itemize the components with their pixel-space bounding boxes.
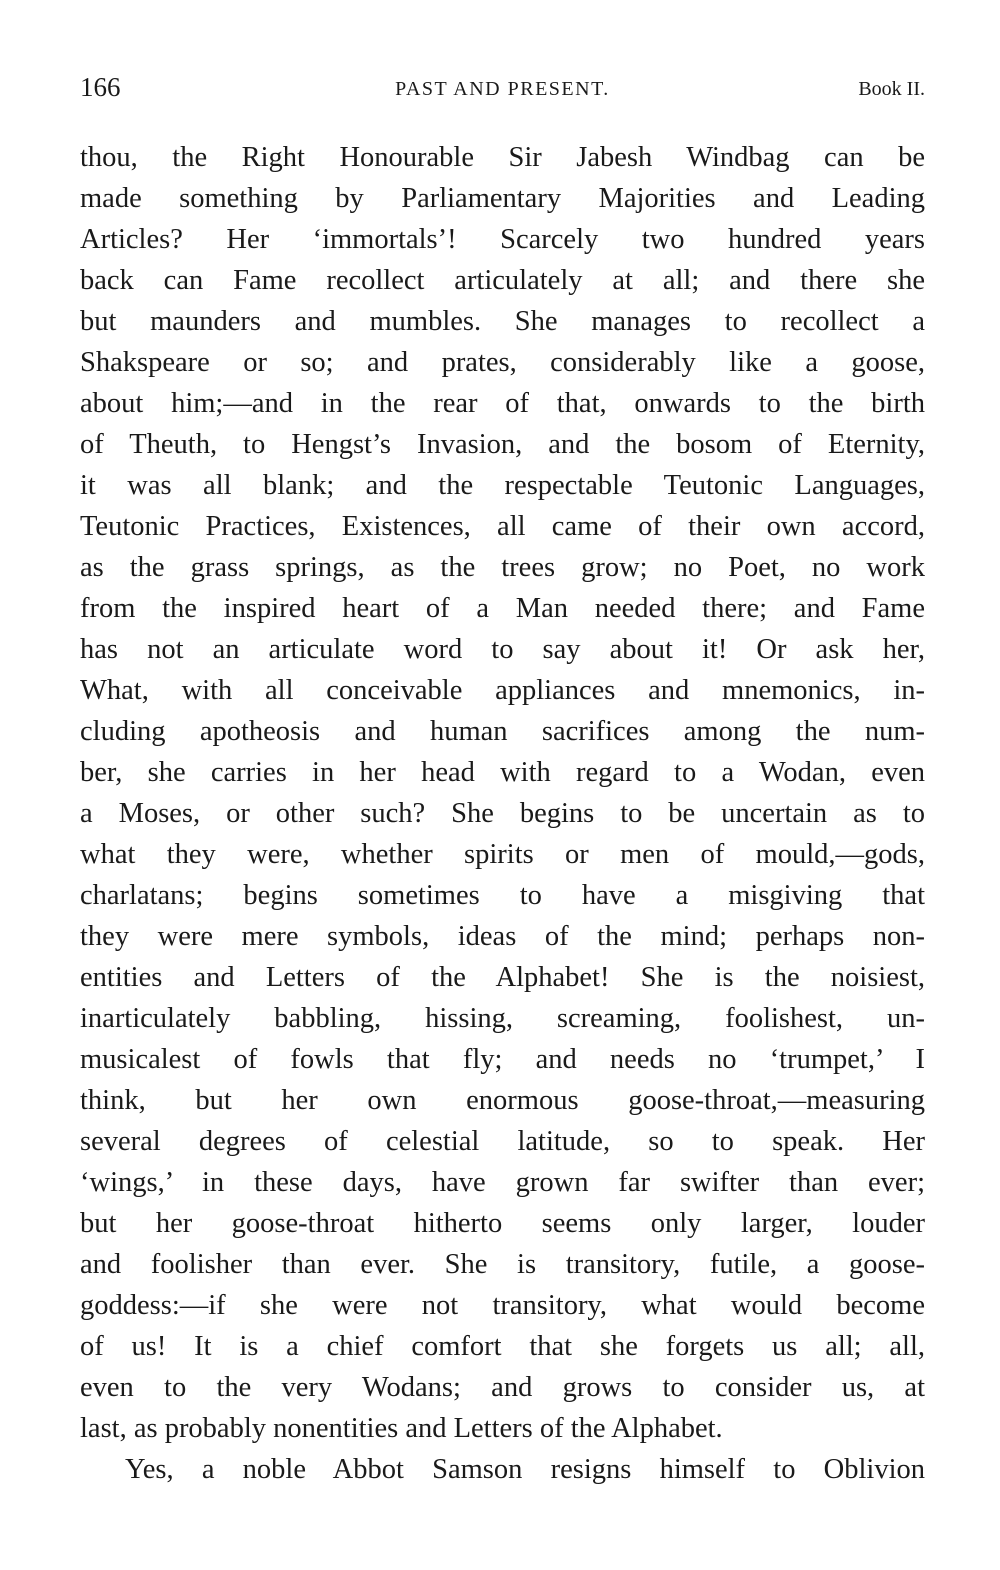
text-line: as the grass springs, as the trees grow; no Poet, no work xyxy=(80,552,925,583)
text-line: back can Fame recollect articulately at all; and there she xyxy=(80,265,925,296)
text-line: a Moses, or other such? She begins to be uncertain as to xyxy=(80,798,925,829)
running-head xyxy=(80,72,925,112)
text-line: cluding apotheosis and human sacrifices among the num- xyxy=(80,716,925,747)
text-line: ber, she carries in her head with regard to a Wodan, even xyxy=(80,757,925,788)
text-line: Teutonic Practices, Existences, all came of their own accord, xyxy=(80,511,925,542)
text-line: What, with all conceivable appliances and mnemonics, in- xyxy=(80,675,925,706)
text-line: several degrees of celestial latitude, so to speak. Her xyxy=(80,1126,925,1157)
page-number: 166 xyxy=(80,72,121,102)
text-line: of us! It is a chief comfort that she forgets us all; all, xyxy=(80,1331,925,1362)
body-text xyxy=(80,137,925,1490)
text-line: last, as probably nonentities and Letters of the Alphabet. xyxy=(80,1413,723,1444)
text-line: thou, the Right Honourable Sir Jabesh Windbag can be xyxy=(80,142,925,173)
text-line: what they were, whether spirits or men of mould,—gods, xyxy=(80,839,925,870)
running-title: PAST AND PRESENT. xyxy=(395,78,610,100)
text-line: think, but her own enormous goose-throat,—measuring xyxy=(80,1085,925,1116)
text-line: even to the very Wodans; and grows to consider us, at xyxy=(80,1372,925,1403)
text-line: about him;—and in the rear of that, onwards to the birth xyxy=(80,388,925,419)
text-line: and foolisher than ever. She is transitory, futile, a goose- xyxy=(80,1249,925,1280)
text-line: goddess:—if she were not transitory, what would become xyxy=(80,1290,925,1321)
text-line: ‘wings,’ in these days, have grown far swifter than ever; xyxy=(80,1167,925,1198)
text-line: they were mere symbols, ideas of the mind; perhaps non- xyxy=(80,921,925,952)
text-line: of Theuth, to Hengst’s Invasion, and the bosom of Eternity, xyxy=(80,429,925,460)
text-line: Yes, a noble Abbot Samson resigns himself to Oblivion xyxy=(125,1454,925,1485)
text-line: it was all blank; and the respectable Teutonic Languages, xyxy=(80,470,925,501)
text-line: made something by Parliamentary Majorities and Leading xyxy=(80,183,925,214)
text-line: entities and Letters of the Alphabet! She is the noisiest, xyxy=(80,962,925,993)
text-line: charlatans; begins sometimes to have a misgiving that xyxy=(80,880,925,911)
text-line: inarticulately babbling, hissing, screaming, foolishest, un- xyxy=(80,1003,925,1034)
text-line: Articles? Her ‘immortals’! Scarcely two hundred years xyxy=(80,224,925,255)
text-line: but maunders and mumbles. She manages to recollect a xyxy=(80,306,925,337)
text-line: from the inspired heart of a Man needed there; and Fame xyxy=(80,593,925,624)
text-line: but her goose-throat hitherto seems only larger, louder xyxy=(80,1208,925,1239)
text-line: has not an articulate word to say about it! Or ask her, xyxy=(80,634,925,665)
text-line: Shakspeare or so; and prates, considerably like a goose, xyxy=(80,347,925,378)
text-line: musicalest of fowls that fly; and needs no ‘trumpet,’ I xyxy=(80,1044,925,1075)
book-label: Book II. xyxy=(858,78,925,100)
